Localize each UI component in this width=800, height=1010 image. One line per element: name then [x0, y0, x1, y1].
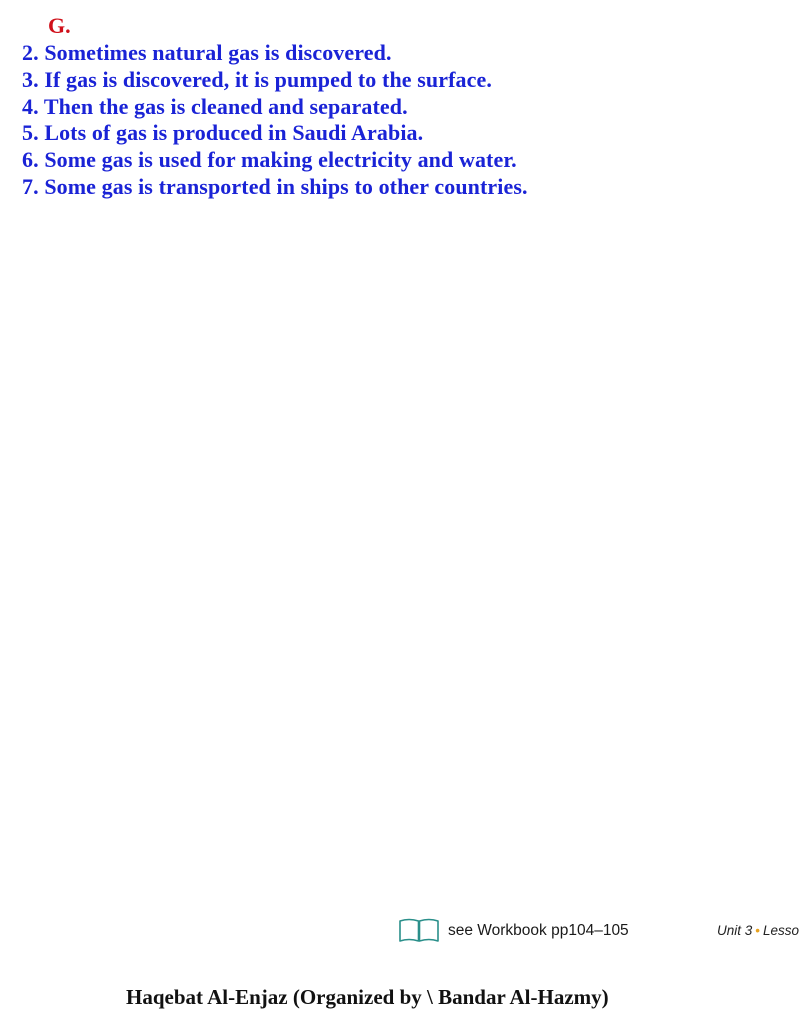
answer-item: [22, 147, 528, 174]
answer-number: 6.: [22, 147, 39, 173]
workbook-pages-text: see Workbook pp104–105: [448, 921, 629, 939]
answer-item: [22, 94, 528, 121]
answer-number: 2.: [22, 40, 39, 65]
answer-text: Some gas is transported in ships to other countries.: [44, 173, 528, 199]
answer-number: 5.: [22, 120, 39, 146]
answer-text: Then the gas is cleaned and separated.: [43, 93, 408, 119]
lesson-label: Lesso: [763, 923, 800, 938]
answer-item: [22, 174, 528, 201]
answer-number: 4.: [22, 93, 39, 119]
unit-label: Unit 3: [717, 923, 753, 938]
answer-text: Some gas is used for making electricity and water.: [44, 147, 517, 173]
answer-text: If gas is discovered, it is pumped to the surface.: [44, 66, 492, 92]
answer-text: Lots of gas is produced in Saudi Arabia.: [44, 120, 424, 146]
answer-item: [22, 120, 528, 147]
answer-text: Sometimes natural gas is discovered.: [44, 40, 392, 65]
answer-number: 7.: [22, 173, 39, 199]
answer-list: [22, 40, 528, 201]
answer-item: [22, 40, 528, 67]
open-book-icon: [398, 918, 440, 943]
workbook-reference: [398, 918, 629, 943]
answer-item: [22, 67, 528, 94]
unit-separator: •: [755, 923, 761, 938]
footer-credit: Haqebat Al-Enjaz (Organized by \ Bandar Al-Hazmy): [126, 985, 609, 1009]
answer-number: 3.: [22, 66, 39, 92]
section-letter: G.: [48, 13, 71, 38]
unit-lesson-label: [717, 923, 799, 938]
